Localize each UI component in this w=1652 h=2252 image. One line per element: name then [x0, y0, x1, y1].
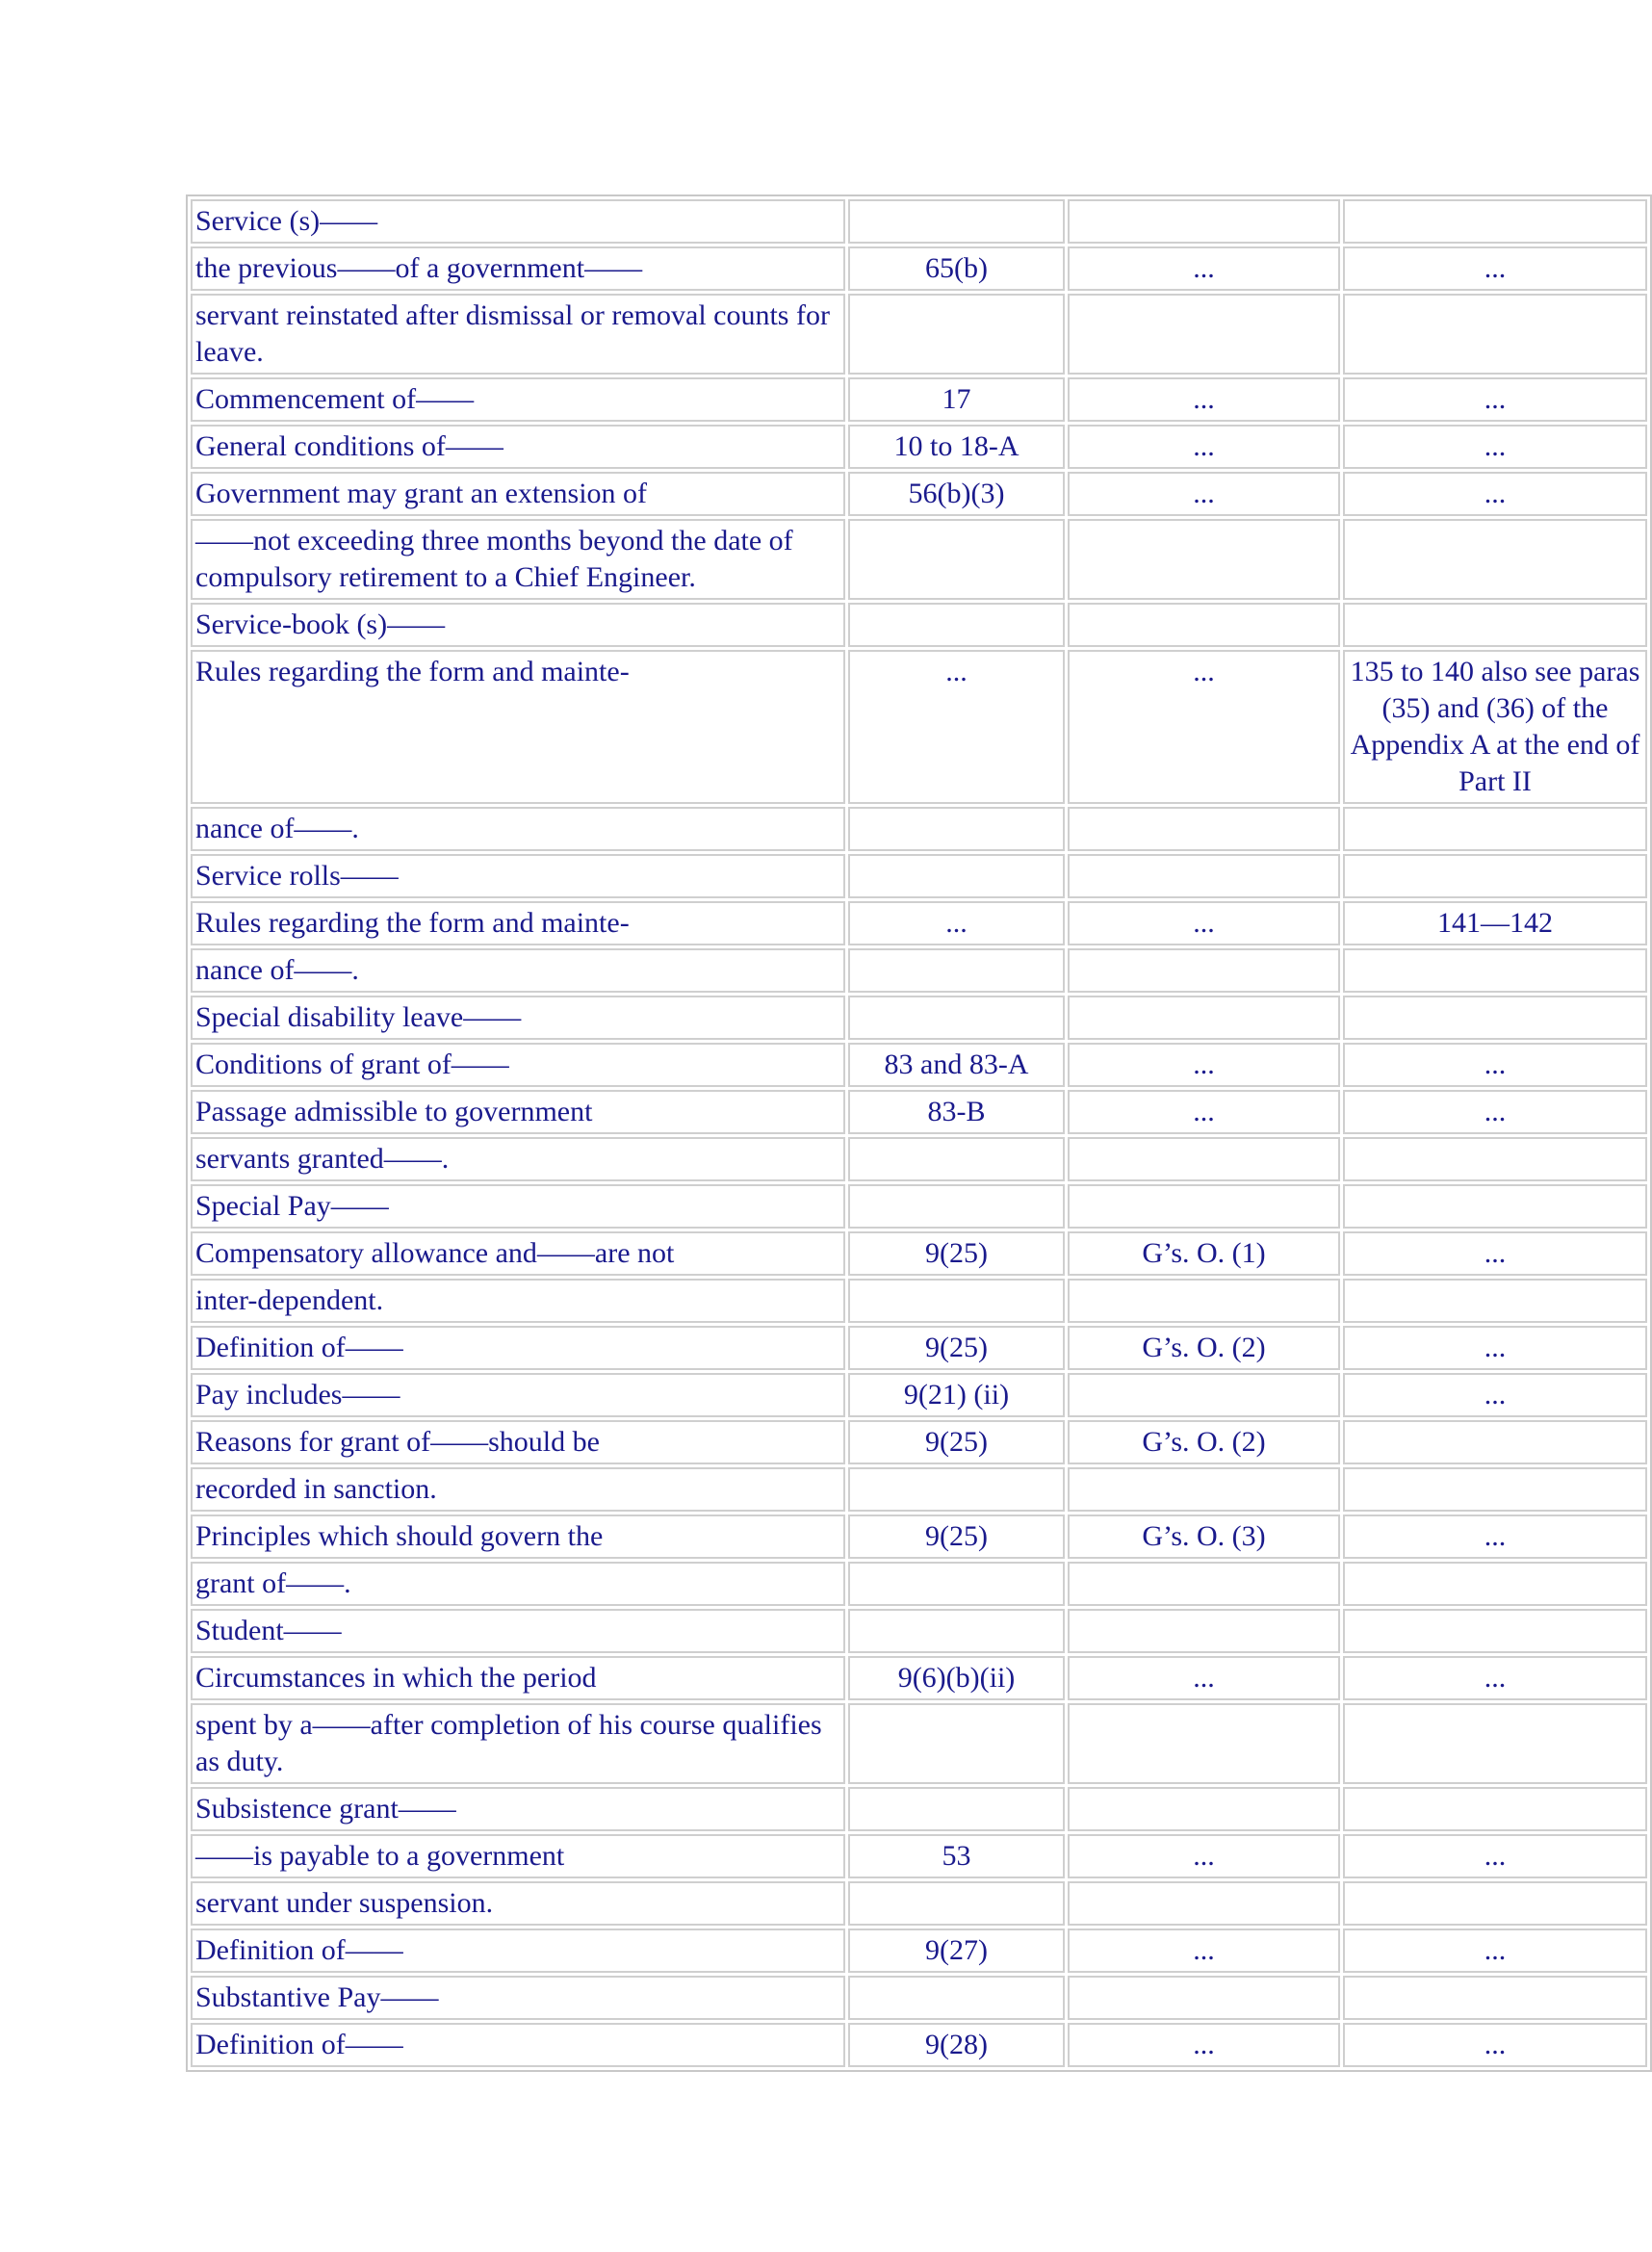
subject-cell: Service-book (s)—— [191, 603, 845, 647]
table-row [191, 377, 1647, 422]
table-row [191, 1467, 1647, 1512]
table-row [191, 1562, 1647, 1606]
subject-cell: Substantive Pay—— [191, 1976, 845, 2020]
order-cell: ... [1068, 377, 1340, 422]
misc-cell: ... [1343, 1834, 1647, 1878]
misc-cell: 141—142 [1343, 901, 1647, 945]
order-cell: ... [1068, 901, 1340, 945]
rule-cell: 9(28) [848, 2023, 1065, 2067]
rule-cell [848, 1137, 1065, 1181]
rule-cell [848, 1787, 1065, 1831]
order-cell [1068, 603, 1340, 647]
subject-cell: Pay includes—— [191, 1373, 845, 1417]
table-row [191, 294, 1647, 375]
order-cell: ... [1068, 246, 1340, 291]
rule-cell: 65(b) [848, 246, 1065, 291]
order-cell [1068, 948, 1340, 993]
subject-cell: Passage admissible to government [191, 1090, 845, 1134]
order-cell [1068, 1467, 1340, 1512]
rule-cell [848, 1279, 1065, 1323]
table-row [191, 807, 1647, 851]
subject-index-table [186, 194, 1652, 2072]
rule-cell [848, 1184, 1065, 1229]
misc-cell [1343, 199, 1647, 244]
misc-cell [1343, 948, 1647, 993]
rule-cell [848, 1562, 1065, 1606]
subject-cell: Government may grant an extension of [191, 472, 845, 516]
table-row [191, 1137, 1647, 1181]
misc-cell [1343, 807, 1647, 851]
subject-cell: General conditions of—— [191, 425, 845, 469]
misc-cell: ... [1343, 1090, 1647, 1134]
table-row [191, 519, 1647, 600]
misc-cell [1343, 519, 1647, 600]
table-row [191, 1787, 1647, 1831]
misc-cell [1343, 1562, 1647, 1606]
subject-cell: Reasons for grant of——should be [191, 1420, 845, 1464]
table-row [191, 1703, 1647, 1784]
rule-cell [848, 1609, 1065, 1653]
rule-cell: 83 and 83-A [848, 1043, 1065, 1087]
misc-cell [1343, 294, 1647, 375]
subject-cell: Service (s)—— [191, 199, 845, 244]
table-row [191, 2023, 1647, 2067]
order-cell [1068, 519, 1340, 600]
table-row [191, 854, 1647, 898]
subject-cell: spent by a——after completion of his course qualifies as duty. [191, 1703, 845, 1784]
table-body [191, 199, 1647, 2067]
subject-cell: Commencement of—— [191, 377, 845, 422]
table-row [191, 472, 1647, 516]
rule-cell [848, 854, 1065, 898]
table-row [191, 603, 1647, 647]
table-row [191, 1609, 1647, 1653]
misc-cell [1343, 1609, 1647, 1653]
order-cell [1068, 1279, 1340, 1323]
subject-cell: Definition of—— [191, 1326, 845, 1370]
misc-cell [1343, 1420, 1647, 1464]
table-row [191, 1834, 1647, 1878]
subject-cell: Conditions of grant of—— [191, 1043, 845, 1087]
order-cell [1068, 1184, 1340, 1229]
subject-cell: Student—— [191, 1609, 845, 1653]
rule-cell [848, 1976, 1065, 2020]
misc-cell: ... [1343, 1928, 1647, 1973]
subject-cell: nance of——. [191, 948, 845, 993]
order-cell: ... [1068, 650, 1340, 804]
order-cell [1068, 1976, 1340, 2020]
order-cell: G’s. O. (3) [1068, 1514, 1340, 1559]
rule-cell: 10 to 18-A [848, 425, 1065, 469]
order-cell: ... [1068, 1928, 1340, 1973]
rule-cell [848, 294, 1065, 375]
rule-cell: 9(27) [848, 1928, 1065, 1973]
table-row [191, 948, 1647, 993]
rule-cell: 83-B [848, 1090, 1065, 1134]
table-row [191, 1184, 1647, 1229]
order-cell: ... [1068, 1834, 1340, 1878]
misc-cell: ... [1343, 377, 1647, 422]
subject-cell: Compensatory allowance and——are not [191, 1231, 845, 1276]
table-row [191, 1514, 1647, 1559]
subject-cell: servant reinstated after dismissal or removal counts for leave. [191, 294, 845, 375]
misc-cell [1343, 1467, 1647, 1512]
subject-cell: Subsistence grant—— [191, 1787, 845, 1831]
table-row [191, 996, 1647, 1040]
order-cell [1068, 807, 1340, 851]
rule-cell [848, 519, 1065, 600]
table-row [191, 1928, 1647, 1973]
rule-cell [848, 1703, 1065, 1784]
subject-cell: recorded in sanction. [191, 1467, 845, 1512]
subject-cell: ——not exceeding three months beyond the date of compulsory retirement to a Chief Engineer. [191, 519, 845, 600]
table-row [191, 246, 1647, 291]
table-row [191, 1420, 1647, 1464]
table-row [191, 1043, 1647, 1087]
order-cell: ... [1068, 1656, 1340, 1700]
rule-cell: 9(6)(b)(ii) [848, 1656, 1065, 1700]
misc-cell [1343, 1137, 1647, 1181]
table-row [191, 901, 1647, 945]
subject-cell: Circumstances in which the period [191, 1656, 845, 1700]
order-cell [1068, 199, 1340, 244]
misc-cell [1343, 1881, 1647, 1926]
misc-cell: ... [1343, 1656, 1647, 1700]
misc-cell [1343, 1184, 1647, 1229]
table-row [191, 1279, 1647, 1323]
order-cell [1068, 854, 1340, 898]
order-cell [1068, 1562, 1340, 1606]
order-cell [1068, 1373, 1340, 1417]
rule-cell: 9(25) [848, 1514, 1065, 1559]
misc-cell [1343, 603, 1647, 647]
subject-cell: Special Pay—— [191, 1184, 845, 1229]
table-row [191, 1656, 1647, 1700]
subject-cell: Definition of—— [191, 1928, 845, 1973]
table-row [191, 1231, 1647, 1276]
order-cell: ... [1068, 1043, 1340, 1087]
rule-cell [848, 996, 1065, 1040]
rule-cell [848, 948, 1065, 993]
rule-cell: 9(25) [848, 1326, 1065, 1370]
misc-cell [1343, 1703, 1647, 1784]
misc-cell [1343, 854, 1647, 898]
subject-cell: grant of——. [191, 1562, 845, 1606]
table-row [191, 199, 1647, 244]
subject-cell: Principles which should govern the [191, 1514, 845, 1559]
subject-cell: Definition of—— [191, 2023, 845, 2067]
misc-cell: ... [1343, 472, 1647, 516]
order-cell: ... [1068, 1090, 1340, 1134]
order-cell [1068, 294, 1340, 375]
subject-cell: Special disability leave—— [191, 996, 845, 1040]
misc-cell [1343, 996, 1647, 1040]
rule-cell: ... [848, 650, 1065, 804]
rule-cell: 9(21) (ii) [848, 1373, 1065, 1417]
misc-cell: ... [1343, 1043, 1647, 1087]
rule-cell [848, 603, 1065, 647]
order-cell: G’s. O. (1) [1068, 1231, 1340, 1276]
table-row [191, 425, 1647, 469]
rule-cell: ... [848, 901, 1065, 945]
misc-cell [1343, 1787, 1647, 1831]
rule-cell [848, 1467, 1065, 1512]
rule-cell: 9(25) [848, 1420, 1065, 1464]
misc-cell: 135 to 140 also see paras (35) and (36) of the Appendix A at the end of Part II [1343, 650, 1647, 804]
table-row [191, 1881, 1647, 1926]
subject-cell: Rules regarding the form and mainte- [191, 901, 845, 945]
misc-cell: ... [1343, 425, 1647, 469]
table-row [191, 650, 1647, 804]
table-row [191, 1326, 1647, 1370]
rule-cell [848, 1881, 1065, 1926]
order-cell [1068, 1137, 1340, 1181]
rule-cell: 53 [848, 1834, 1065, 1878]
order-cell: ... [1068, 425, 1340, 469]
misc-cell: ... [1343, 1231, 1647, 1276]
rule-cell: 9(25) [848, 1231, 1065, 1276]
misc-cell: ... [1343, 2023, 1647, 2067]
misc-cell: ... [1343, 1326, 1647, 1370]
subject-cell: Service rolls—— [191, 854, 845, 898]
table-row [191, 1976, 1647, 2020]
order-cell: G’s. O. (2) [1068, 1420, 1340, 1464]
order-cell [1068, 1881, 1340, 1926]
subject-cell: Rules regarding the form and mainte- [191, 650, 845, 804]
rule-cell [848, 807, 1065, 851]
subject-cell: ——is payable to a government [191, 1834, 845, 1878]
order-cell [1068, 1609, 1340, 1653]
subject-cell: servants granted——. [191, 1137, 845, 1181]
subject-cell: inter-dependent. [191, 1279, 845, 1323]
order-cell: ... [1068, 2023, 1340, 2067]
rule-cell: 17 [848, 377, 1065, 422]
subject-cell: servant under suspension. [191, 1881, 845, 1926]
subject-cell: nance of——. [191, 807, 845, 851]
misc-cell: ... [1343, 246, 1647, 291]
order-cell: G’s. O. (2) [1068, 1326, 1340, 1370]
rule-cell: 56(b)(3) [848, 472, 1065, 516]
misc-cell: ... [1343, 1514, 1647, 1559]
order-cell [1068, 1703, 1340, 1784]
subject-cell: the previous——of a government—— [191, 246, 845, 291]
rule-cell [848, 199, 1065, 244]
misc-cell: ... [1343, 1373, 1647, 1417]
table-row [191, 1090, 1647, 1134]
order-cell [1068, 996, 1340, 1040]
table-row [191, 1373, 1647, 1417]
order-cell [1068, 1787, 1340, 1831]
order-cell: ... [1068, 472, 1340, 516]
misc-cell [1343, 1976, 1647, 2020]
misc-cell [1343, 1279, 1647, 1323]
